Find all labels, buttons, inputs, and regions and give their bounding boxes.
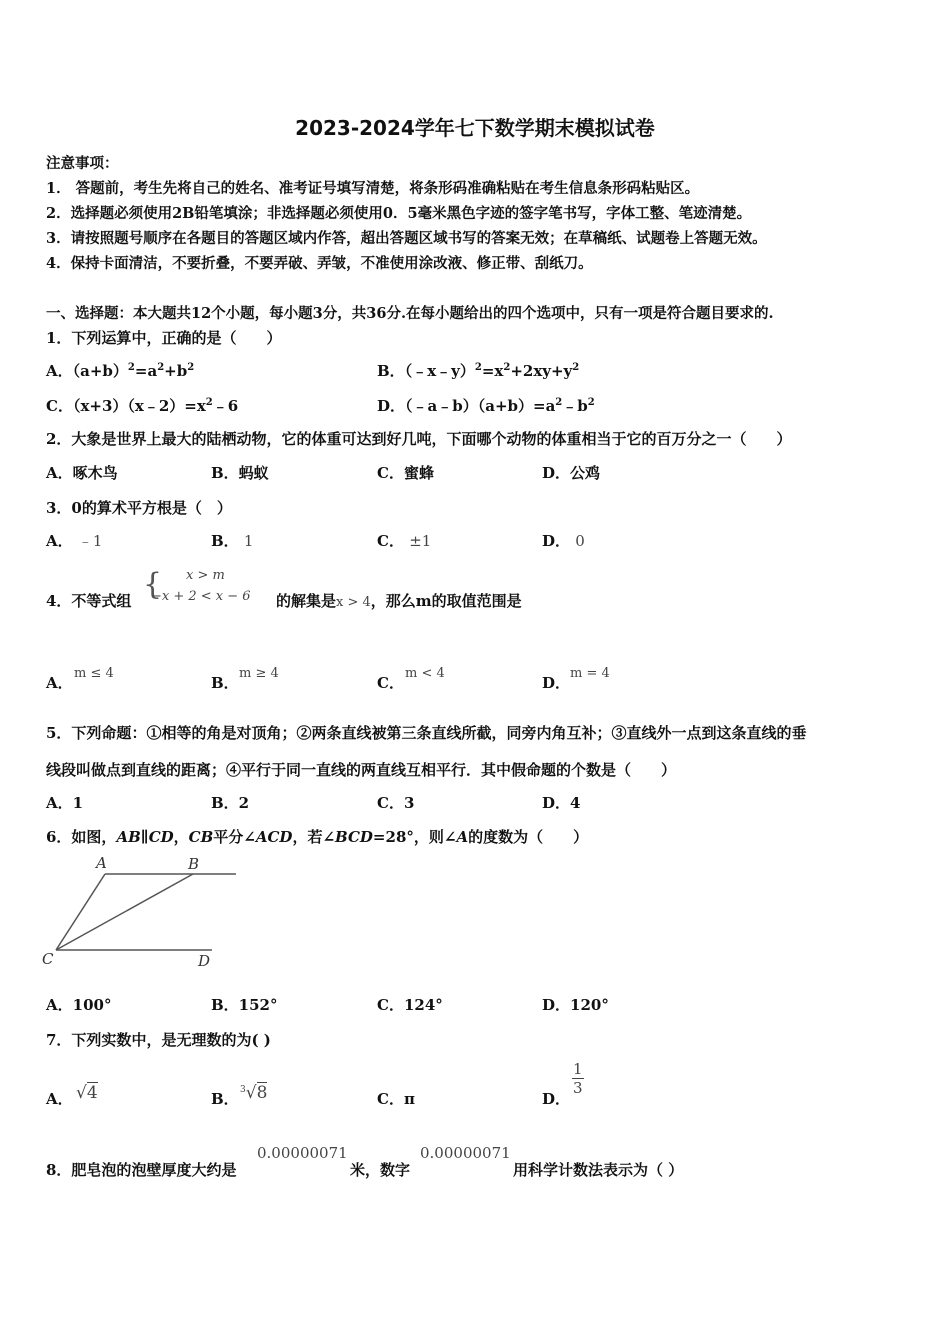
question-8-stem-mid: 米，数字	[350, 1161, 411, 1179]
q2-option-d: D．公鸡	[542, 464, 601, 482]
parallel-lines-figure	[40, 852, 250, 972]
q4-option-c-label: C．	[377, 674, 404, 692]
line-ca	[56, 874, 105, 950]
question-5-stem-line1: 5．下列命题：①相等的角是对顶角；②两条直线被第三条直线所截，同旁内角互补；③直线外一点到这条直线的垂	[46, 724, 807, 742]
q2-option-c: C．蜜蜂	[377, 464, 434, 482]
q6-option-b: B．152°	[211, 996, 278, 1014]
inequality-line-2: −x + 2 < x − 6	[151, 589, 251, 604]
q7-option-b-label: B．	[211, 1090, 239, 1108]
question-5-stem-line2: 线段叫做点到直线的距离；④平行于同一直线的两直线互相平行．其中假命题的个数是（ ）	[46, 761, 677, 779]
question-3-stem: 3．0的算术平方根是（ ）	[46, 499, 232, 517]
inequality-line-1: x > m	[186, 568, 225, 583]
question-8-stem-prefix: 8．肥皂泡的泡壁厚度大约是	[46, 1161, 237, 1179]
radical-icon: √	[76, 1083, 87, 1103]
q4-option-b-label: B．	[211, 674, 239, 692]
label-b: B	[188, 855, 200, 873]
q6-option-c: C．124°	[377, 996, 443, 1014]
q7-option-d-label: D．	[542, 1090, 571, 1108]
question-1-stem: 1．下列运算中，正确的是（ ）	[46, 329, 282, 347]
question-7-stem: 7．下列实数中，是无理数的为( )	[46, 1031, 271, 1049]
q2-option-b: B．蚂蚁	[211, 464, 269, 482]
question-8-stem-suffix: 用科学计数法表示为（ ）	[513, 1161, 684, 1179]
q4-option-c-value: m < 4	[405, 666, 445, 681]
q5-option-d: D．4	[542, 794, 581, 812]
q1-option-b: B．$(﹣x﹣y)^2=x^2+2xy+y^2$	[377, 362, 580, 380]
q5-option-c: C．3	[377, 794, 415, 812]
q3-option-b: B． 1	[211, 532, 254, 550]
q1-option-d: D．$(﹣a﹣b)(a+b)=a^2﹣b^2$	[377, 397, 595, 415]
q6-option-d: D．120°	[542, 996, 609, 1014]
q2-option-a: A．啄木鸟	[46, 464, 118, 482]
q8-value-2: 0.00000071	[420, 1144, 511, 1162]
q5-option-b: B．2	[211, 794, 250, 812]
q5-option-a: A．1	[46, 794, 84, 812]
q7-option-a-label: A．	[46, 1090, 73, 1108]
question-4-stem-prefix: 4．不等式组	[46, 592, 132, 610]
q3-option-a: A． ﹣1	[46, 532, 103, 550]
note-item: 4．保持卡面清洁，不要折叠，不要弄破、弄皱，不准使用涂改液、修正带、刮纸刀。	[46, 255, 593, 272]
note-item: 1． 答题前，考生先将自己的姓名、准考证号填写清楚，将条形码准确粘贴在考生信息条形码粘贴区。	[46, 180, 700, 197]
q4-option-a-value: m ≤ 4	[74, 666, 114, 681]
page-title: 2023-2024学年七下数学期末模拟试卷	[295, 116, 655, 140]
label-c: C	[42, 950, 54, 968]
q1-option-c: C．$(x+3)(x﹣2)=x^2﹣6$	[46, 397, 239, 415]
radical-icon: √	[245, 1083, 257, 1103]
question-2-stem: 2．大象是世界上最大的陆栖动物，它的体重可达到好几吨，下面哪个动物的体重相当于它的百万分之一（ ）	[46, 430, 792, 448]
q7-option-b-value: $^3$√8	[240, 1083, 268, 1103]
q4-option-a-label: A．	[46, 674, 73, 692]
q6-option-a: A．100°	[46, 996, 112, 1014]
note-item: 2．选择题必须使用2B铅笔填涂；非选择题必须使用0．5毫米黑色字迹的签字笔书写，字体工整、笔迹清楚。	[46, 205, 752, 222]
notes-heading: 注意事项：	[46, 155, 119, 172]
note-item: 3．请按照题号顺序在各题目的答题区域内作答，超出答题区域书写的答案无效；在草稿纸、试题卷上答题无效。	[46, 230, 767, 247]
q7-option-a-value: √4	[76, 1083, 98, 1103]
q4-option-d-label: D．	[542, 674, 571, 692]
q4-option-d-value: m = 4	[570, 666, 610, 681]
q3-option-d: D． 0	[542, 532, 585, 550]
system-brace-icon: {	[143, 567, 163, 602]
section-heading: 一、选择题：本大题共12个小题，每小题3分，共36分.在每小题给出的四个选项中，只有一项是符合题目要求的.	[46, 305, 774, 322]
label-a: A	[96, 854, 107, 872]
label-d: D	[198, 952, 211, 970]
q4-option-b-value: m ≥ 4	[239, 666, 279, 681]
line-cb	[56, 874, 193, 950]
q3-option-c: C． ±1	[377, 532, 432, 550]
q7-option-d-fraction: $\frac{1}{3}$	[573, 1060, 583, 1097]
q8-value-1: 0.00000071	[257, 1144, 348, 1162]
question-4-stem: 的解集是x > 4，那么m的取值范围是	[276, 592, 522, 610]
question-6-stem: 6．如图，AB∥CD，CB平分∠ACD，若∠BCD=28°，则∠A的度数为（ ）	[46, 828, 589, 846]
q1-option-a: A．$(a+b)^2=a^2+b^2$	[46, 362, 195, 380]
q7-option-c: C．π	[377, 1090, 415, 1108]
